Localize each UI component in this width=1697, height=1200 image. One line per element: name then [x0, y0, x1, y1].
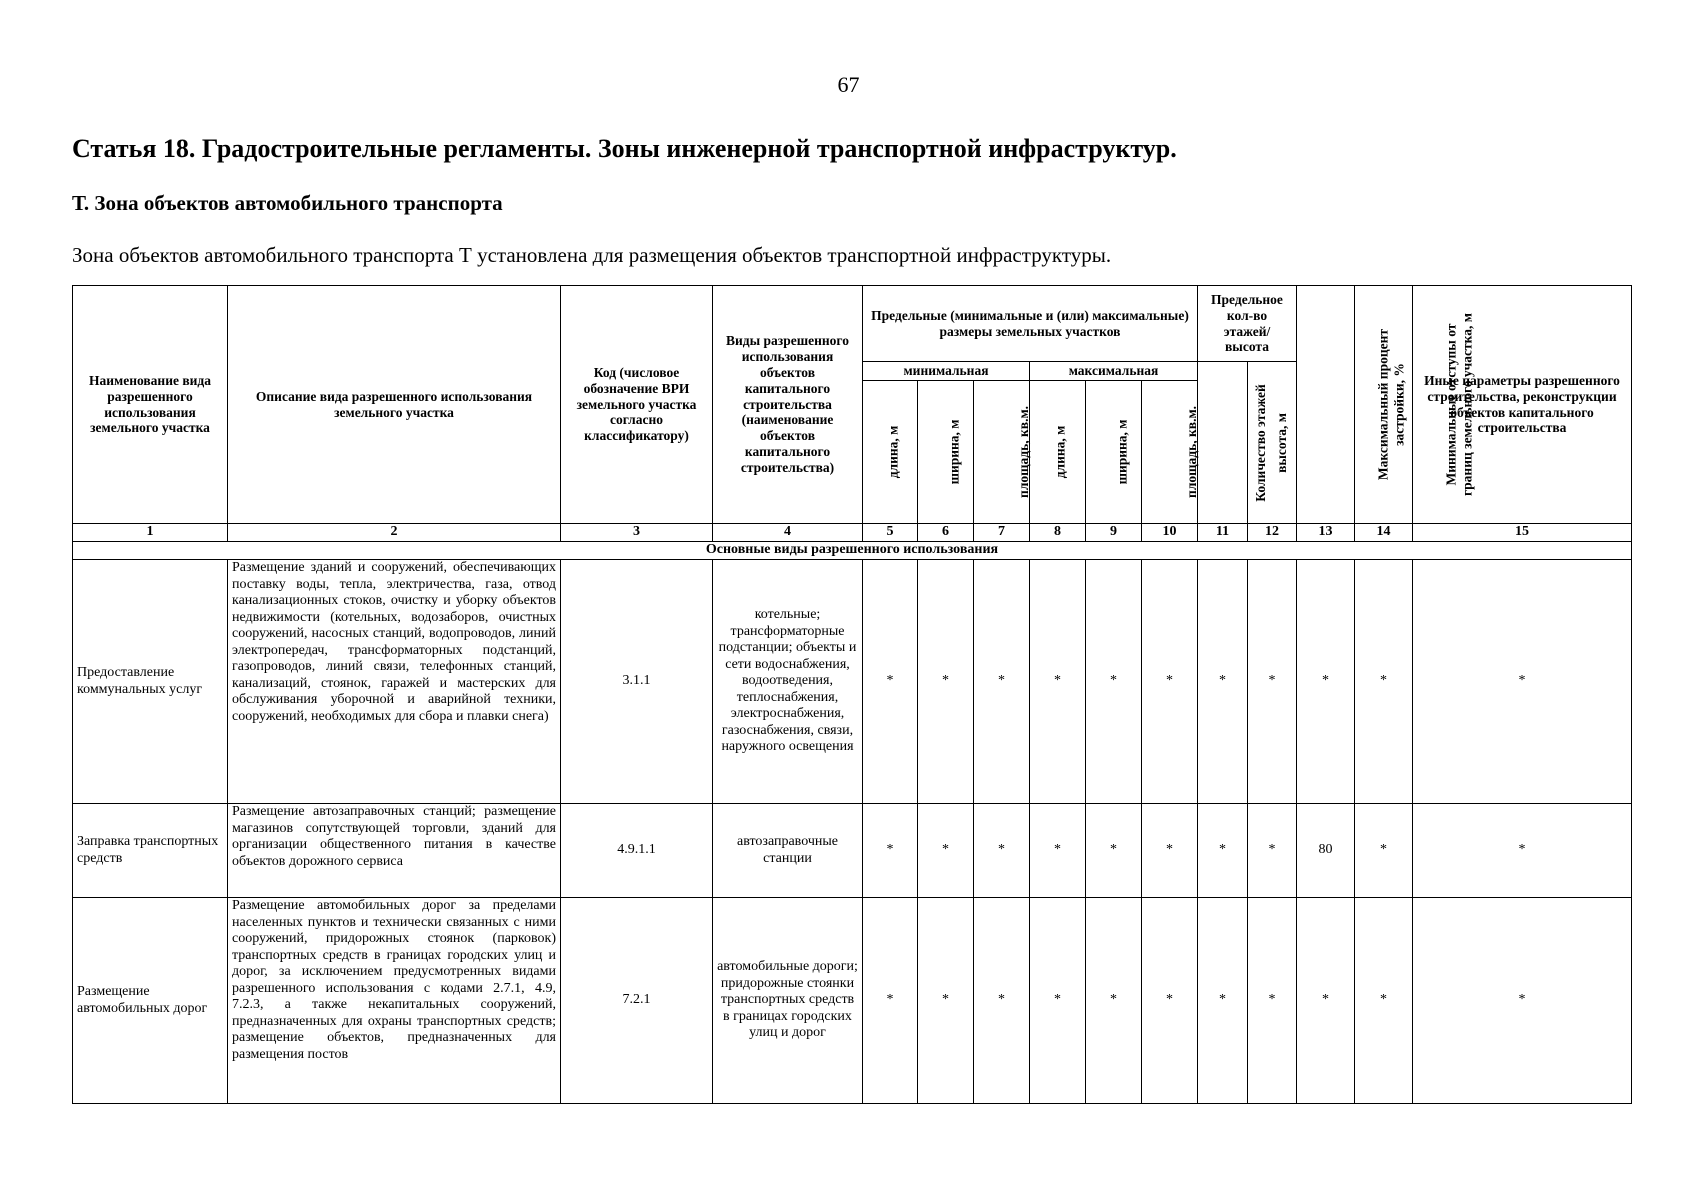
row-value: * — [1297, 898, 1355, 1104]
header-code: Код (числовое обозначение ВРИ земельного участка согласно классификатору) — [561, 286, 713, 524]
column-number: 10 — [1142, 524, 1198, 542]
zone-description: Зона объектов автомобильного транспорта Т установлена для размещения объектов транспортной инфраструктуры. — [72, 243, 1112, 267]
row-objects: автомобильные дороги; придорожные стоянки транспортных средств в границах городских улиц и дорог — [713, 898, 863, 1104]
row-value: * — [1355, 898, 1413, 1104]
header-min-length: длина, м — [863, 381, 918, 524]
row-value: * — [974, 804, 1030, 898]
row-value: * — [1248, 560, 1297, 804]
row-value: * — [974, 560, 1030, 804]
row-code: 7.2.1 — [561, 898, 713, 1104]
header-name: Наименование вида разрешенного использования земельного участка — [73, 286, 228, 524]
column-number: 1 — [73, 524, 228, 542]
row-value: * — [918, 560, 974, 804]
row-value: * — [1355, 560, 1413, 804]
table-row — [73, 898, 1632, 1104]
row-value: * — [1086, 898, 1142, 1104]
row-value: * — [1355, 804, 1413, 898]
row-value: * — [1198, 898, 1248, 1104]
row-value: * — [974, 898, 1030, 1104]
zone-title: Т. Зона объектов автомобильного транспорта — [72, 191, 503, 215]
row-objects: автозаправочные станции — [713, 804, 863, 898]
row-value: * — [1142, 804, 1198, 898]
column-number: 14 — [1355, 524, 1413, 542]
column-number: 4 — [713, 524, 863, 542]
column-number: 11 — [1198, 524, 1248, 542]
row-objects: котельные; трансформаторные подстанции; объекты и сети водоснабжения, водоотведения, теплоснабжения, электроснабжения, газоснабжения, связи, наружного освещения — [713, 560, 863, 804]
regulations-table — [72, 285, 1632, 1104]
table-row — [73, 560, 1632, 804]
row-description: Размещение автозаправочных станций; размещение магазинов сопутствующей торговли, зданий для организации общественного питания в качестве объектов дорожного сервиса — [228, 804, 561, 898]
row-value: * — [863, 898, 918, 1104]
header-description: Описание вида разрешенного использования земельного участка — [228, 286, 561, 524]
row-value: * — [863, 804, 918, 898]
row-value: * — [1086, 804, 1142, 898]
column-number: 5 — [863, 524, 918, 542]
header-floors-group: Предельное кол-во этажей/ высота — [1198, 286, 1297, 362]
row-value: * — [1086, 560, 1142, 804]
row-value: * — [1413, 560, 1632, 804]
header-height: высота, м — [1248, 362, 1297, 524]
column-number: 3 — [561, 524, 713, 542]
column-number: 12 — [1248, 524, 1297, 542]
column-number: 13 — [1297, 524, 1355, 542]
header-max-group: максимальная — [1030, 362, 1198, 381]
header-min-setback: Минимальные отступы от границ земельного участка, м — [1355, 286, 1413, 524]
row-value: * — [918, 804, 974, 898]
row-value: * — [1248, 898, 1297, 1104]
row-value: * — [1142, 898, 1198, 1104]
page-number: 67 — [837, 72, 860, 97]
table-row — [73, 804, 1632, 898]
header-min-width: ширина, м — [918, 381, 974, 524]
column-number: 7 — [974, 524, 1030, 542]
row-value: * — [1297, 560, 1355, 804]
column-number: 9 — [1086, 524, 1142, 542]
row-value: * — [863, 560, 918, 804]
header-max-area: площадь, кв.м. — [1142, 381, 1198, 524]
header-limits-group: Предельные (минимальные и (или) максимальные) размеры земельных участков — [863, 286, 1198, 362]
column-number: 8 — [1030, 524, 1086, 542]
column-number: 15 — [1413, 524, 1632, 542]
column-numbers-row — [73, 524, 1632, 542]
row-value: * — [918, 898, 974, 1104]
row-value: * — [1248, 804, 1297, 898]
row-description: Размещение зданий и сооружений, обеспечивающих поставку воды, тепла, электричества, газа, отвод канализационных стоков, очистку и уборку объектов недвижимости (котельных, водозаборов, очистных сооружений, насосных станций, водопроводов, линий электропередач, трансформаторных подстанций, газопроводов, линий связи, телефонных станций, канализаций, стоянок, гаражей и мастерских для обслуживания уборочной и аварийной техники, сооружений, необходимых для сбора и плавки снега) — [228, 560, 561, 804]
section-title: Основные виды разрешенного использования — [73, 542, 1632, 560]
row-value: * — [1030, 898, 1086, 1104]
row-code: 3.1.1 — [561, 560, 713, 804]
header-min-group: минимальная — [863, 362, 1030, 381]
header-floors: Количество этажей — [1198, 362, 1248, 524]
article-title: Статья 18. Градостроительные регламенты. Зоны инженерной транспортной инфраструктур. — [72, 134, 1177, 163]
column-number: 6 — [918, 524, 974, 542]
row-name: Заправка транспортных средств — [73, 804, 228, 898]
row-value: 80 — [1297, 804, 1355, 898]
header-max-width: ширина, м — [1086, 381, 1142, 524]
row-value: * — [1030, 804, 1086, 898]
row-code: 4.9.1.1 — [561, 804, 713, 898]
row-value: * — [1413, 898, 1632, 1104]
row-name: Предоставление коммунальных услуг — [73, 560, 228, 804]
row-description: Размещение автомобильных дорог за пределами населенных пунктов и технически связанных с ними сооружений, придорожных стоянок (парковок) транспортных средств в границах городских улиц и дорог, за исключением предусмотренных видами разрешенного использования с кодами 2.7.1, 4.9, 7.2.3, а также некапитальных сооружений, предназначенных для охраны транспортных средств; размещение объектов, предназначенных для размещения постов — [228, 898, 561, 1104]
header-max-percent: Максимальный процент застройки, % — [1297, 286, 1355, 524]
header-min-area: площадь, кв.м. — [974, 381, 1030, 524]
row-value: * — [1030, 560, 1086, 804]
column-number: 2 — [228, 524, 561, 542]
header-max-length: длина, м — [1030, 381, 1086, 524]
row-value: * — [1413, 804, 1632, 898]
header-objects: Виды разрешенного использования объектов капитального строительства (наименование объектов капитального строительства) — [713, 286, 863, 524]
row-value: * — [1142, 560, 1198, 804]
header-other-params: Иные параметры разрешенного строительства, реконструкции объектов капитального строительства — [1413, 286, 1632, 524]
row-name: Размещение автомобильных дорог — [73, 898, 228, 1104]
row-value: * — [1198, 804, 1248, 898]
row-value: * — [1198, 560, 1248, 804]
